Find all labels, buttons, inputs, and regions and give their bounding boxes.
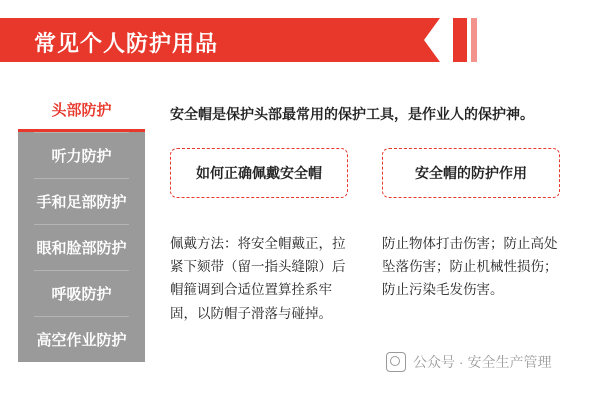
header-accent-bar <box>453 18 467 62</box>
sidebar-item-label: 呼吸防护 <box>51 285 112 303</box>
card-how-to-wear <box>170 148 348 325</box>
header-banner-notch <box>424 18 440 62</box>
card-heading: 如何正确佩戴安全帽 <box>170 148 348 198</box>
sidebar-item-label: 头部防护 <box>51 101 112 119</box>
card-heading: 安全帽的防护作用 <box>382 148 560 198</box>
sidebar-item-height-work-protection[interactable] <box>18 316 145 362</box>
rounded-square-icon <box>386 352 406 372</box>
sidebar <box>18 86 145 362</box>
card-list <box>170 148 582 325</box>
sidebar-item-eye-face-protection[interactable] <box>18 224 145 270</box>
header-accent-bar-light <box>471 18 477 62</box>
sidebar-item-label: 高空作业防护 <box>36 331 127 349</box>
card-body: 佩戴方法：将安全帽戴正，拉紧下颏带（留一指头缝隙）后帽箍调到合适位置算拴系牢固，以防帽子滑落与碰掉。 <box>170 236 346 321</box>
card-protection-effect <box>382 148 560 325</box>
watermark-label: 公众号 · 安全生产管理 <box>413 354 552 370</box>
sidebar-item-hand-foot-protection[interactable] <box>18 178 145 224</box>
sidebar-item-label: 眼和脸部防护 <box>36 239 127 257</box>
card-body: 防止物体打击伤害；防止高处坠落伤害；防止机械性损伤；防止污染毛发伤害。 <box>382 236 558 298</box>
footer-watermark <box>386 352 551 372</box>
sidebar-item-hearing-protection[interactable] <box>18 132 145 178</box>
sidebar-item-head-protection[interactable] <box>18 86 145 132</box>
page-title: 常见个人防护用品 <box>34 31 219 56</box>
lead-paragraph: 安全帽是保护头部最常用的保护工具，是作业人的保护神。 <box>170 106 534 122</box>
sidebar-item-label: 手和足部防护 <box>36 193 127 211</box>
sidebar-item-respiratory-protection[interactable] <box>18 270 145 316</box>
sidebar-item-label: 听力防护 <box>51 147 112 165</box>
